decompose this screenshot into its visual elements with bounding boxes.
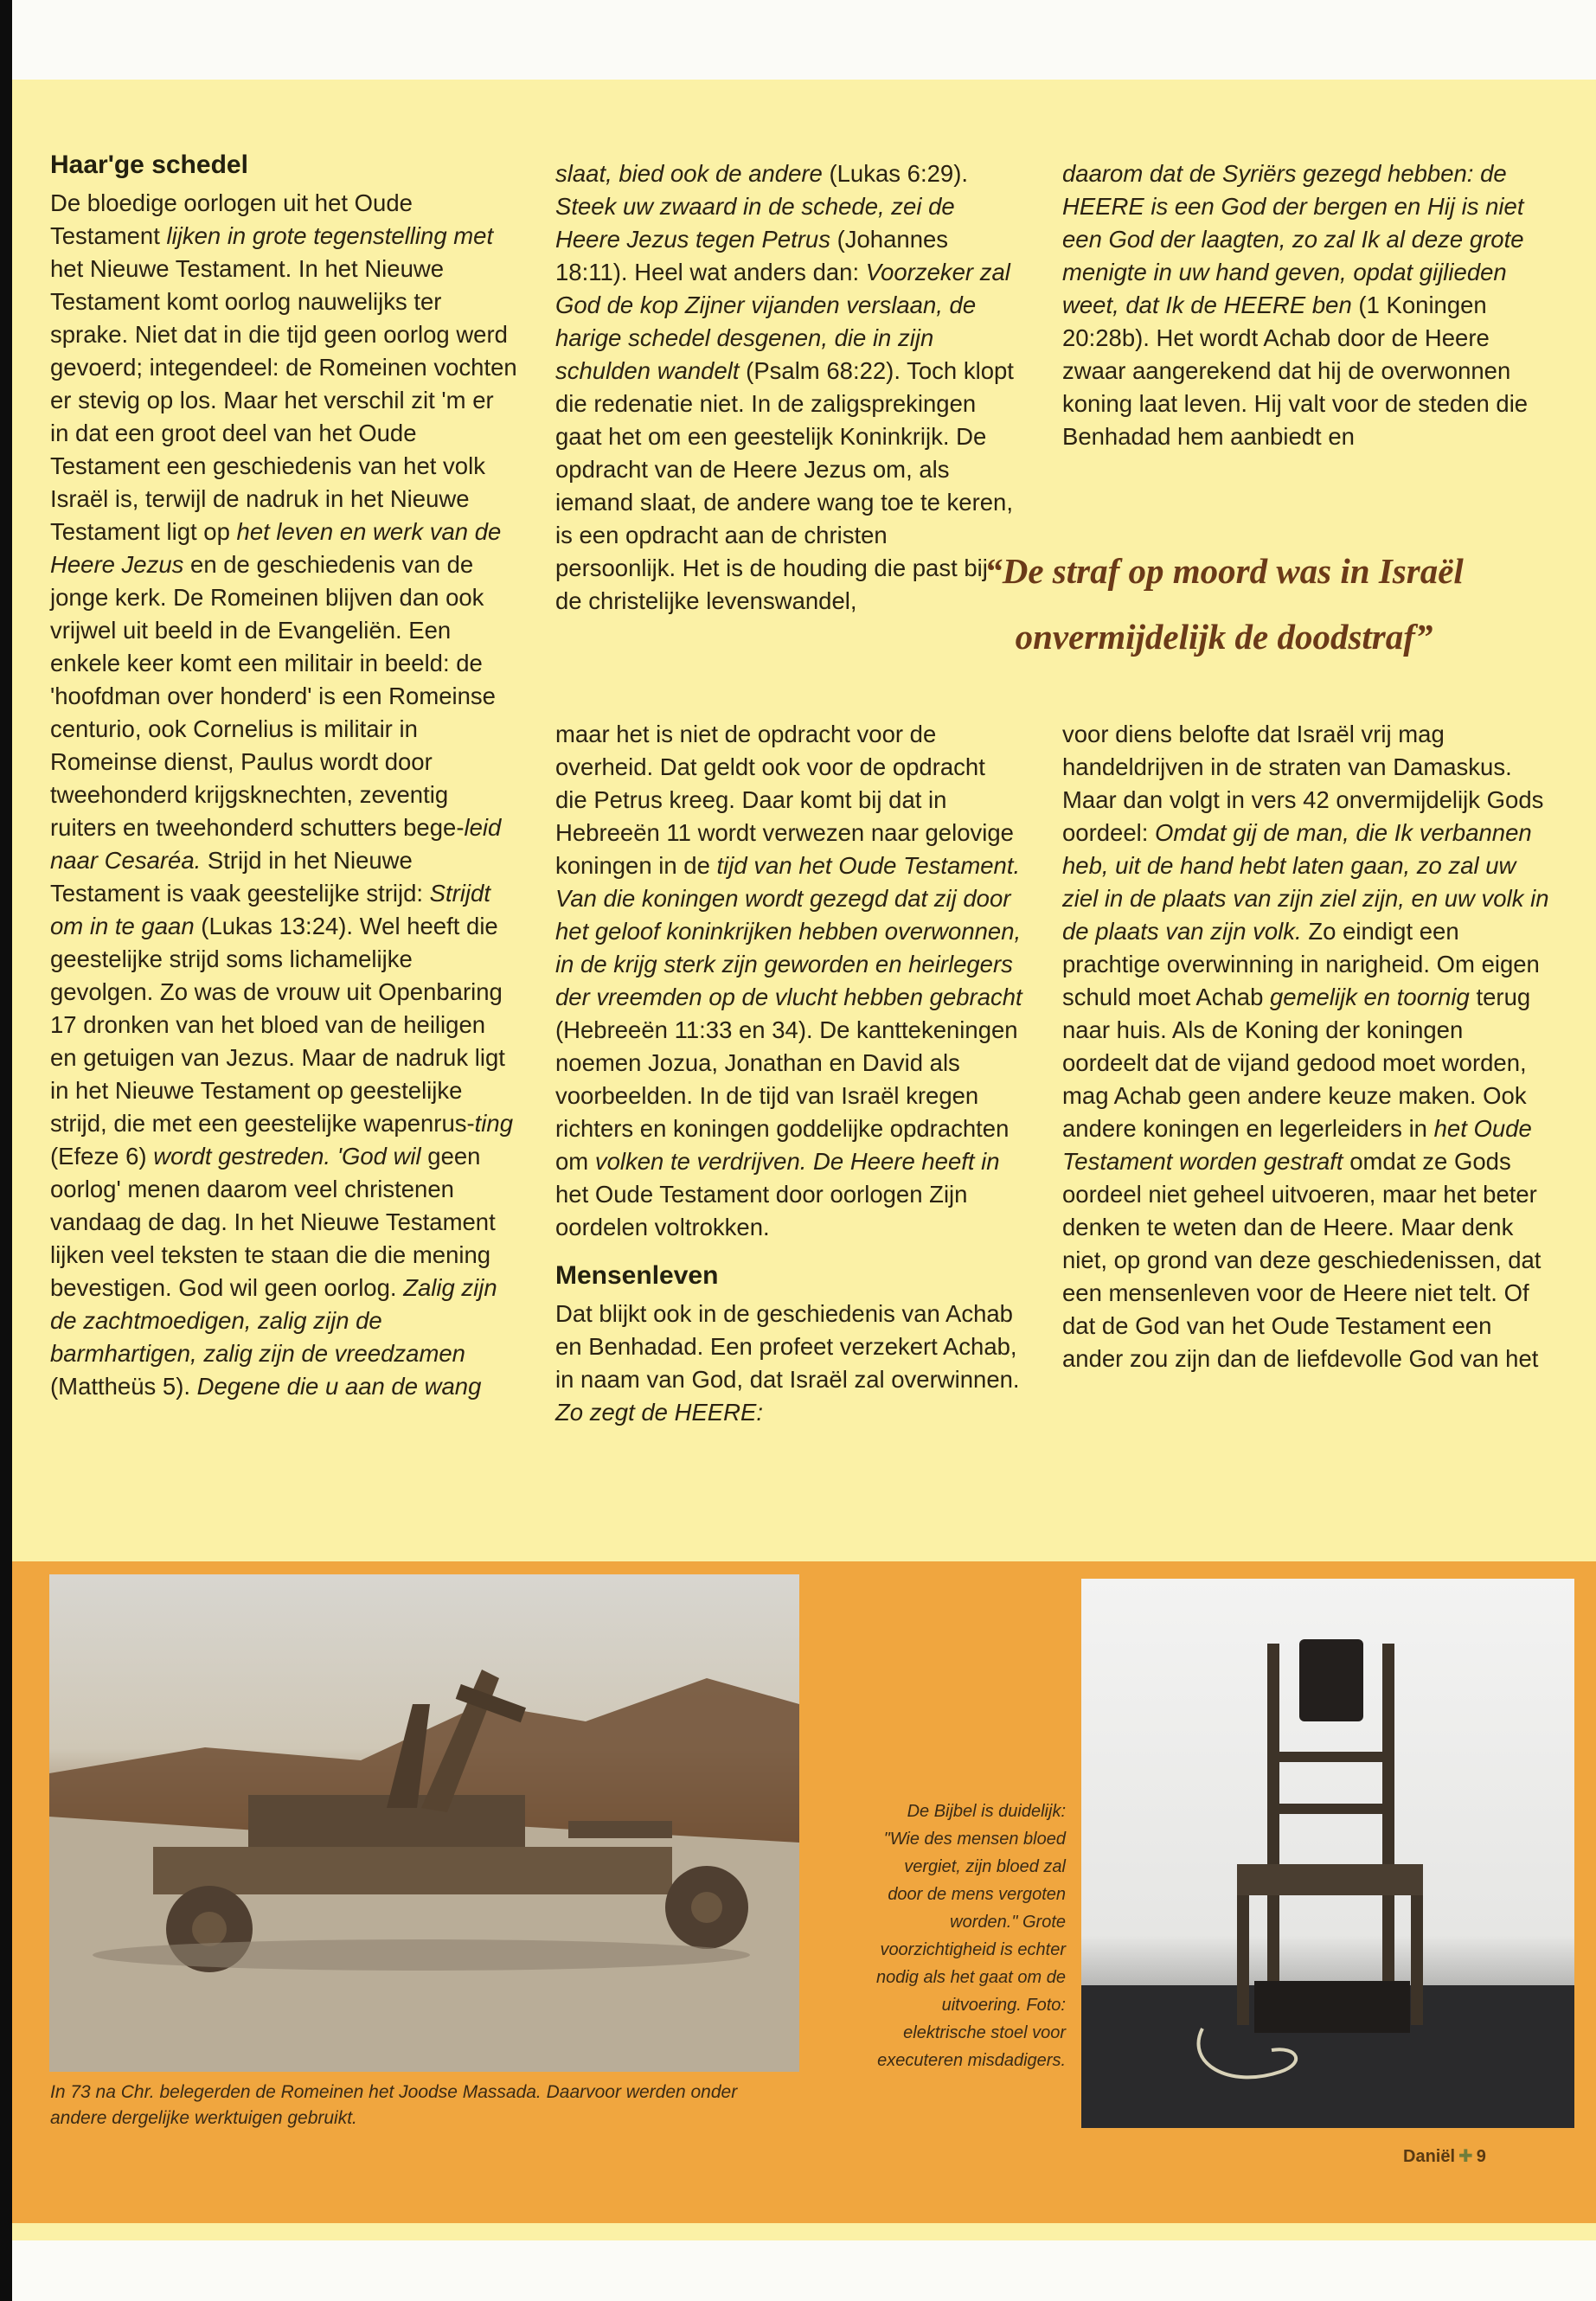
text-run: lijken in grote tegenstelling met (166, 222, 494, 249)
heading-mensenleven: Mensenleven (555, 1261, 719, 1290)
text-run: Strijdt om in te gaan (50, 880, 490, 939)
text-run: geen oorlog' menen daarom veel christenen vandaag de dag. In het Nieuwe Testament lijken veel teksten te staan die die mening bevestigen. God wil geen oorlog. (50, 1143, 496, 1301)
pull-quote-line-1: “De straf op moord was in Israël (984, 551, 1464, 591)
text-run: daarom dat de Syriërs gezegd hebben: de HEERE is een God der bergen en Hij is niet een God der laagten, zo zal Ik al deze grote menigte in uw hand geven, opdat gijlieden weet, dat Ik de HEERE ben (1062, 160, 1524, 318)
text-run: maar het is niet de opdracht voor de overheid. Dat geldt ook voor de opdracht die Petrus kreeg. Daar komt bij dat in Hebreeën 11 wordt verwezen naar gelovige koningen in de (555, 721, 1014, 879)
text-run: omdat ze Gods oordeel niet geheel uitvoeren, maar het beter denken te weten dan de Heere. Maar denk niet, op grond van deze geschiedenissen, dat een mensenleven voor de Heere niet telt. Of dat de God van het Oude Testament een ander zou zijn dan de liefdevolle God van het (1062, 1148, 1542, 1372)
column-1-text (50, 187, 517, 1403)
pull-quote (891, 538, 1557, 670)
cross-icon: ✚ (1458, 2147, 1473, 2166)
text-run: Voorzeker zal God de kop Zijner vijanden verslaan, de harige schedel desgenen, die in zijn schulden wandelt (555, 259, 1010, 384)
text-run: wordt gestreden. 'God wil (153, 1143, 421, 1170)
catapult-photo (49, 1574, 799, 2072)
electric-chair-illustration (1081, 1579, 1574, 2128)
text-run: (Lukas 13:24). Wel heeft die geestelijke strijd soms lichamelijke gevolgen. Zo was de vrouw uit Openbaring 17 dronken van het bloed van de heiligen en getuigen van Jezus. Maar de nadruk ligt in het Nieuwe Testament op geestelijke strijd, die met een geestelijke wapenrus- (50, 913, 505, 1137)
text-run: het Oude Testament door oorlogen Zijn oordelen voltrokken. (555, 1181, 968, 1240)
column-2-bottom (555, 718, 1022, 1429)
magazine-name: Daniël (1403, 2147, 1456, 2166)
text-run: en de geschiedenis van de jonge kerk. De Romeinen blijven dan ook vrijwel uit beeld in de Evangeliën. Een enkele keer komt een militair in beeld: de 'hoofdman over honderd' is een Romeinse centurio, ook Cornelius is militair in Romeinse dienst, Paulus wordt door tweehonderd krijgsknechten, zeventig ruiters en tweehonderd schutters bege- (50, 551, 496, 841)
text-run: Strijd in het Nieuwe Testament is vaak geestelijke strijd: (50, 847, 430, 907)
text-run: ting (474, 1110, 514, 1137)
column-2-bottom-text (555, 718, 1022, 1244)
heading-haarge-schedel: Haar'ge schedel (50, 151, 248, 179)
page-spine-edge (0, 0, 12, 2301)
text-run: terug naar huis. Als de Koning der koningen oordeelt dat de vijand gedood moet worden, mag Achab geen andere keuze maken. Ook andere koningen en legerleiders in (1062, 984, 1531, 1142)
text-run: Degene die u aan de wang (196, 1373, 482, 1400)
text-run: Zo eindigt een prachtige overwinning in narigheid. Om eigen schuld moet Achab (1062, 918, 1540, 1010)
text-run: het Oude Testament worden gestraft (1062, 1115, 1532, 1175)
column-3-top (1062, 157, 1555, 453)
column-3-bottom (1062, 718, 1555, 1375)
text-run: (1 Koningen 20:28b). Het wordt Achab door de Heere zwaar aangerekend dat hij de overwonnen koning laat leven. Hij valt voor de steden die Benhadad hem aanbiedt en (1062, 292, 1529, 450)
page-number: 9 (1476, 2147, 1486, 2166)
text-run: (Lukas 6:29). (822, 160, 968, 187)
column-1 (50, 149, 517, 1403)
text-run: slaat, bied ook de andere (555, 160, 823, 187)
text-run: Zalig zijn de zachtmoedigen, zalig zijn de barmhartigen, zalig zijn de vreedzamen (50, 1274, 497, 1367)
text-run: tijd van het Oude Testament. Van die koningen wordt gezegd dat zij door het geloof koninkrijken hebben overwonnen, in de krijg sterk zijn geworden en heirlegers der vreemden op de vlucht hebben gebracht (555, 852, 1022, 1010)
text-run: (Efeze 6) (50, 1143, 154, 1170)
text-run: gemelijk en toornig (1270, 984, 1470, 1010)
text-run: Omdat gij de man, die Ik verbannen heb, uit de hand hebt laten gaan, zo zal uw ziel in de plaats van zijn ziel zijn, en uw volk in de plaats van zijn volk. (1062, 819, 1549, 945)
text-run: leid naar Cesaréa. (50, 814, 502, 874)
text-run: (Mattheüs 5). (50, 1373, 197, 1400)
text-run: (Psalm 68:22). Toch klopt die redenatie niet. In de zaligsprekingen gaat het om een geestelijk Koninkrijk. De opdracht van de Heere Jezus om, als iemand slaat, de andere wang toe te keren, is een opdracht aan de christen persoonlijk. Het is de houding die past bij de christelijke levenswandel, (555, 357, 1014, 614)
pull-quote-line-2: onvermijdelijk de doodstraf” (1015, 617, 1433, 657)
column-2-bottom-text-2 (555, 1298, 1022, 1429)
text-run: volken te verdrijven. De Heere heeft in (594, 1148, 1000, 1175)
text-run: het leven en werk van de Heere Jezus (50, 518, 502, 578)
page-footer (1403, 2145, 1486, 2167)
text-run: het Nieuwe Testament. In het Nieuwe Testament komt oorlog nauwelijks ter sprake. Niet dat in die tijd geen oorlog werd gevoerd; integendeel: de Romeinen vochten er stevig op los. Maar het verschil zit 'm er in dat een groot deel van het Oude Testament een geschiedenis van het volk Israël is, terwijl de nadruk in het Nieuwe Testament ligt op (50, 255, 517, 545)
text-run: Steek uw zwaard in de schede, zei de Heere Jezus tegen Petrus (555, 193, 955, 253)
text-run: (Hebreeën 11:33 en 34). De kanttekeningen noemen Jozua, Jonathan en David als voorbeelden. In de tijd van Israël kregen richters en koningen goddelijke opdrachten om (555, 1016, 1018, 1175)
caption-catapult: In 73 na Chr. belegerden de Romeinen het Joodse Massada. Daarvoor werden onder andere dergelijke werktuigen gebruikt. (50, 2082, 738, 2128)
text-run: Zo zegt de HEERE: (555, 1399, 763, 1426)
text-run: voor diens belofte dat Israël vrij mag handeldrijven in de straten van Damaskus. Maar dan volgt in vers 42 onvermijdelijk Gods oordeel: (1062, 721, 1544, 846)
electric-chair-photo (1081, 1579, 1574, 2128)
catapult-illustration (49, 1574, 799, 2072)
column-3-bottom-text (1062, 718, 1555, 1375)
text-run: De bloedige oorlogen uit het Oude Testament (50, 189, 413, 249)
text-run: (Johannes 18:11). Heel wat anders dan: (555, 226, 949, 285)
text-run: Dat blijkt ook in de geschiedenis van Achab en Benhadad. Een profeet verzekert Achab, in naam van God, dat Israël zal overwinnen. (555, 1300, 1020, 1393)
column-3-top-text (1062, 157, 1555, 453)
caption-electric-chair: De Bijbel is duidelijk: "Wie des mensen bloed vergiet, zijn bloed zal door de mens vergoten worden." Grote voorzichtigheid is echter nodig als het gaat om de uitvoering. Foto: elektrische stoel voor executeren misdadigers. (875, 1802, 1066, 2070)
